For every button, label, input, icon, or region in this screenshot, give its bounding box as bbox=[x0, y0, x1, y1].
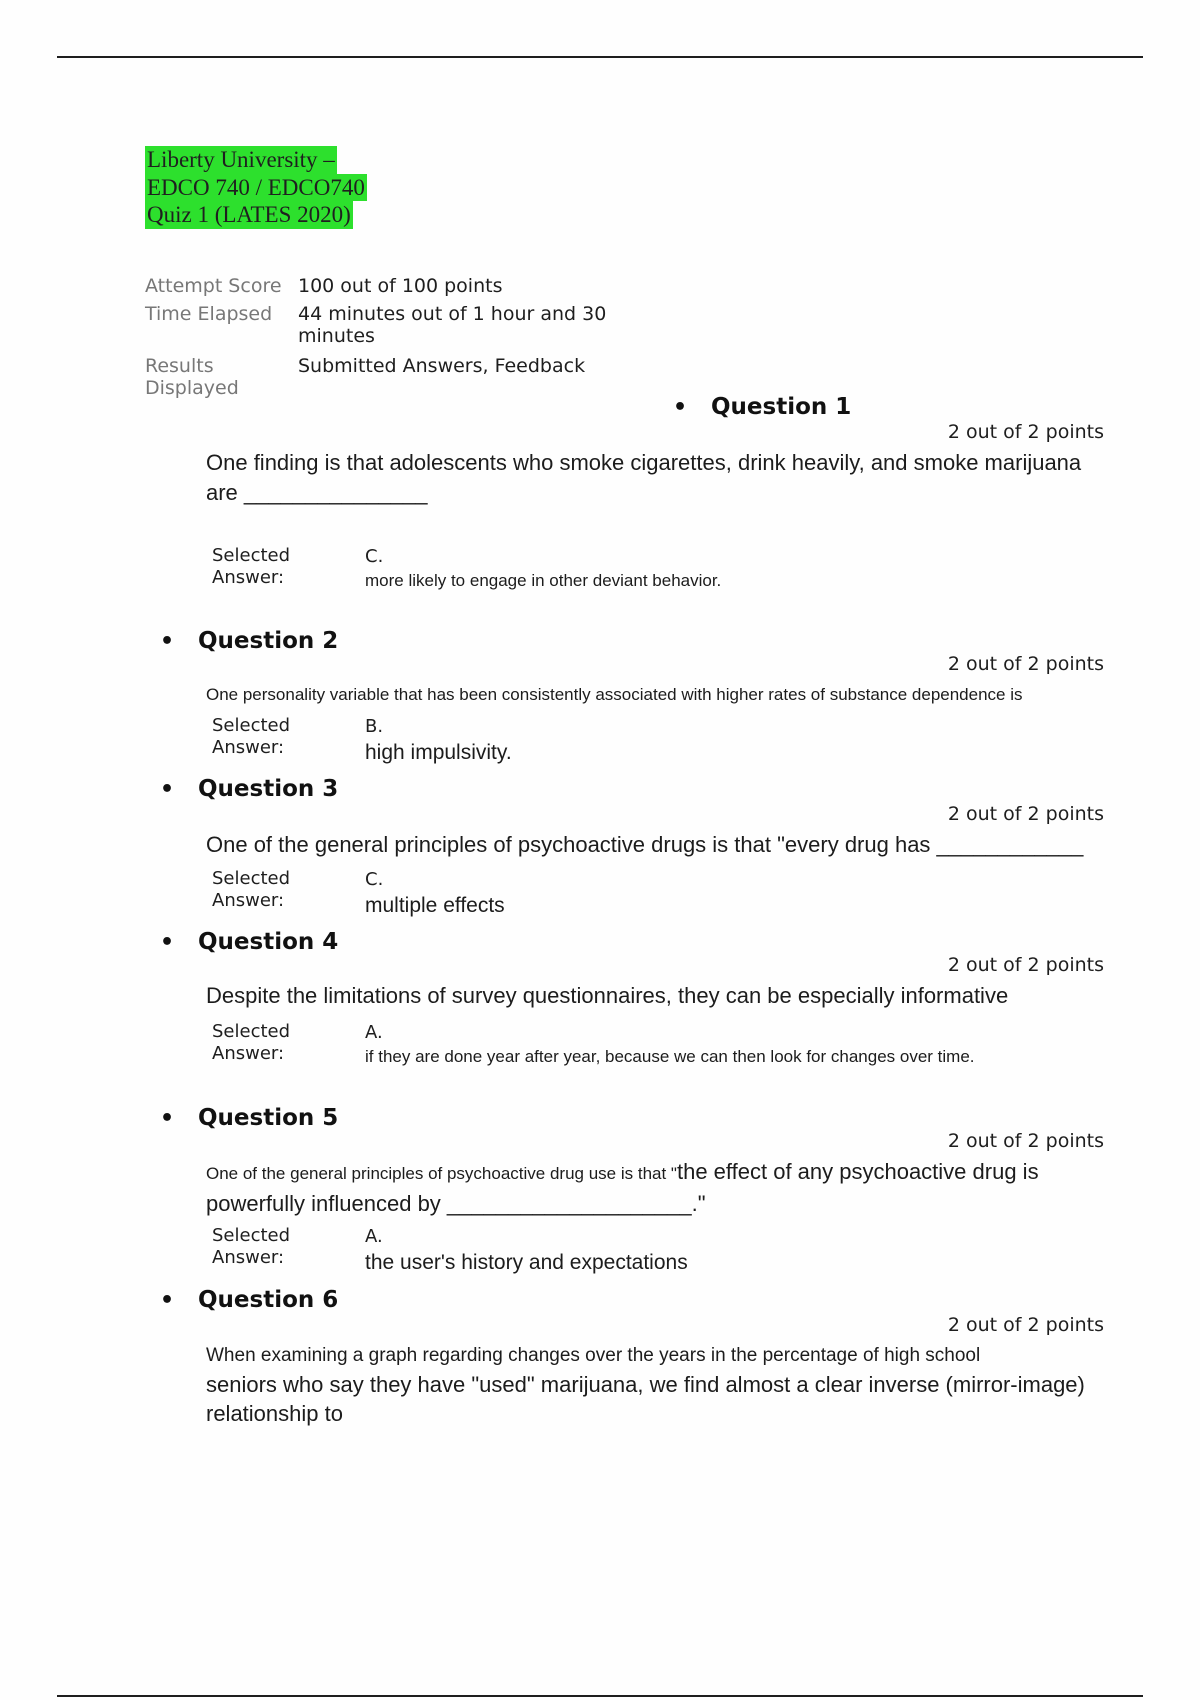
question-3-answer-letter: C. bbox=[365, 869, 384, 890]
question-3-heading: • Question 3 bbox=[160, 776, 339, 802]
question-4-points: 2 out of 2 points bbox=[947, 954, 1104, 976]
selected-answer-label: Selected Answer: bbox=[212, 1225, 291, 1268]
question-1-answer-text: more likely to engage in other deviant behavior. bbox=[365, 571, 722, 590]
title-line-1: Liberty University – bbox=[147, 147, 335, 172]
title-line-3: Quiz 1 (LATES 2020) bbox=[147, 202, 351, 227]
question-6-text: When examining a graph regarding changes over the years in the percentage of high school seniors who say they have "used" marijuana, we find almost a clear inverse (mirror-image) relationship to bbox=[206, 1345, 1085, 1426]
bullet-icon: • bbox=[673, 395, 688, 420]
time-elapsed-value: 44 minutes out of 1 hour and 30 minutes bbox=[298, 303, 607, 347]
bottom-rule bbox=[57, 1695, 1143, 1697]
question-4-text: Despite the limitations of survey questionnaires, they can be especially informative bbox=[206, 983, 1009, 1008]
question-3-points: 2 out of 2 points bbox=[947, 803, 1104, 825]
question-2-answer-text: high impulsivity. bbox=[365, 741, 512, 764]
question-6-heading: • Question 6 bbox=[160, 1287, 339, 1313]
question-5-answer-letter: A. bbox=[365, 1226, 383, 1247]
bullet-icon: • bbox=[160, 629, 175, 654]
document-title bbox=[145, 146, 367, 229]
question-5-heading: • Question 5 bbox=[160, 1105, 339, 1131]
selected-answer-label: Selected Answer: bbox=[212, 545, 291, 588]
attempt-score-value: 100 out of 100 points bbox=[298, 275, 503, 297]
question-3-text: One of the general principles of psychoactive drugs is that "every drug has ____________ bbox=[206, 832, 1084, 857]
bullet-icon: • bbox=[160, 930, 175, 955]
question-5-points: 2 out of 2 points bbox=[947, 1130, 1104, 1152]
selected-answer-label: Selected Answer: bbox=[212, 1021, 291, 1064]
question-4-answer-letter: A. bbox=[365, 1022, 383, 1043]
time-elapsed-label: Time Elapsed bbox=[145, 303, 273, 325]
question-5-text: One of the general principles of psychoactive drug use is that "the effect of any psychoactive drug is powerfully influenced by ____________________." bbox=[206, 1159, 1039, 1216]
selected-answer-label: Selected Answer: bbox=[212, 715, 291, 758]
attempt-score-label: Attempt Score bbox=[145, 275, 282, 297]
title-line-2: EDCO 740 / EDCO740 bbox=[147, 174, 365, 200]
question-2-heading: • Question 2 bbox=[160, 628, 339, 654]
question-4-heading: • Question 4 bbox=[160, 929, 339, 955]
question-2-answer-letter: B. bbox=[365, 716, 384, 737]
question-1-answer-letter: C. bbox=[365, 546, 384, 567]
question-4-answer-text: if they are done year after year, because we can then look for changes over time. bbox=[365, 1047, 975, 1066]
bullet-icon: • bbox=[160, 1288, 175, 1313]
results-displayed-label: Results Displayed bbox=[145, 355, 239, 399]
selected-answer-label: Selected Answer: bbox=[212, 868, 291, 911]
results-displayed-value: Submitted Answers, Feedback bbox=[298, 355, 586, 377]
question-1-heading: • Question 1 bbox=[673, 394, 852, 420]
bullet-icon: • bbox=[160, 777, 175, 802]
question-6-points: 2 out of 2 points bbox=[947, 1314, 1104, 1336]
bullet-icon: • bbox=[160, 1106, 175, 1131]
top-rule bbox=[57, 56, 1143, 58]
question-3-answer-text: multiple effects bbox=[365, 894, 505, 917]
question-1-points: 2 out of 2 points bbox=[947, 421, 1104, 443]
question-2-points: 2 out of 2 points bbox=[947, 653, 1104, 675]
question-1-text: One finding is that adolescents who smoke cigarettes, drink heavily, and smoke marijuana are _______________ bbox=[206, 450, 1082, 505]
question-5-answer-text: the user's history and expectations bbox=[365, 1251, 688, 1274]
question-2-text: One personality variable that has been consistently associated with higher rates of substance dependence is bbox=[206, 685, 1023, 704]
